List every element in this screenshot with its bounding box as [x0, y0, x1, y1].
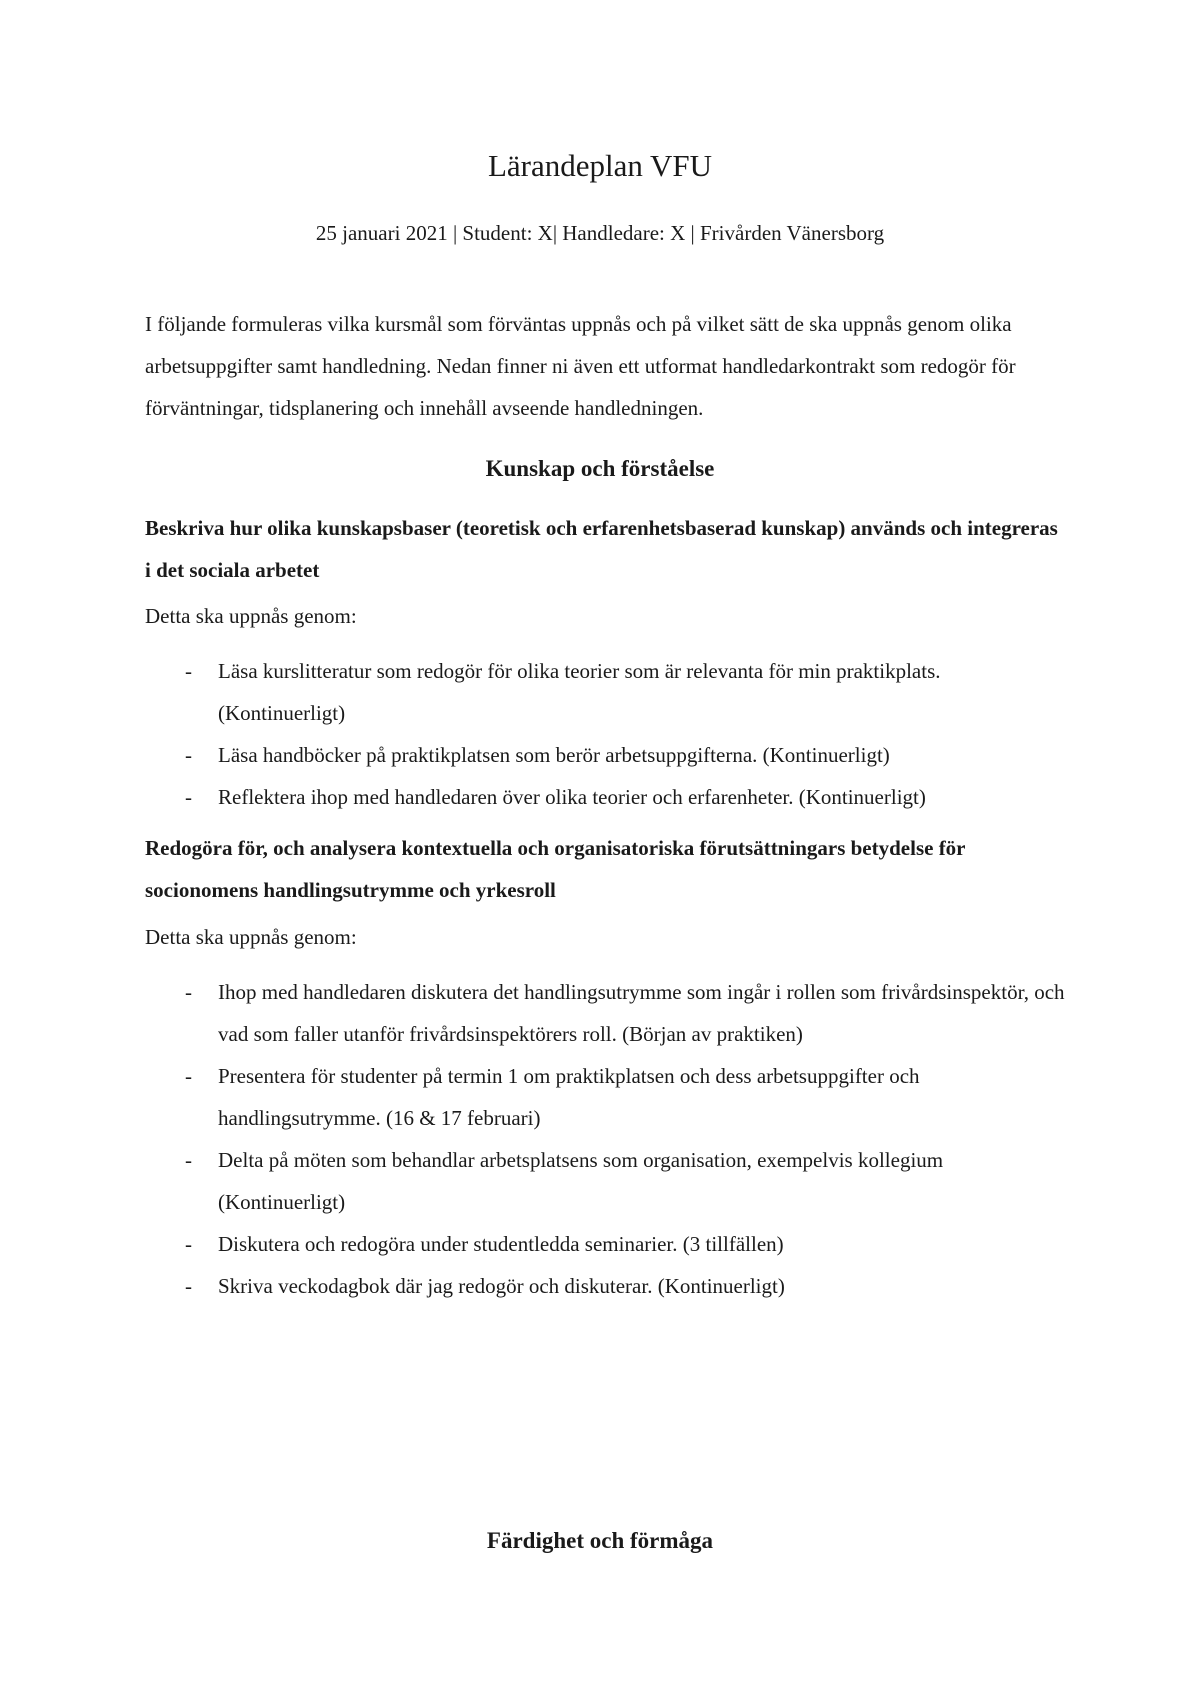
- list-item-text: Läsa kurslitteratur som redogör för olika teorier som är relevanta för min praktikplats. (Kontinuerligt): [218, 659, 941, 725]
- list-item: [145, 650, 1065, 734]
- list-item: [145, 1139, 1065, 1223]
- list-item-text: Diskutera och redogöra under studentledda seminarier. (3 tillfällen): [218, 1232, 784, 1256]
- list-item: [145, 776, 1065, 818]
- bullet-dash: -: [185, 980, 192, 1004]
- bullet-dash: -: [185, 1232, 192, 1256]
- goal-heading-kontextuella: Redogöra för, och analysera kontextuella och organisatoriska förutsättningars betydelse för socionomens handlingsutrymme och yrkesroll: [145, 836, 966, 902]
- bullet-dash: -: [185, 785, 192, 809]
- section-heading-fardighet: Färdighet och förmåga: [486, 1528, 714, 1553]
- list-item: [145, 1055, 1065, 1139]
- section-heading-kunskap: Kunskap och förståelse: [485, 456, 715, 481]
- bullet-dash: -: [185, 659, 192, 683]
- goal-heading-kunskapsbaser: Beskriva hur olika kunskapsbaser (teoretisk och erfarenhetsbaserad kunskap) används och integreras i det sociala arbetet: [145, 516, 1058, 582]
- document-subtitle: 25 januari 2021 | Student: X| Handledare: X | Frivården Vänersborg: [315, 221, 885, 245]
- intro-paragraph: I följande formuleras vilka kursmål som förväntas uppnås och på vilket sätt de ska uppnås genom olika arbetsuppgifter samt handledning. Nedan finner ni även ett utformat handledarkontrakt som redogör för förväntningar, tidsplanering och innehåll avseende handledningen.: [145, 312, 1016, 420]
- list-item: [145, 1223, 1065, 1265]
- list-item: [145, 1265, 1065, 1307]
- list-item-text: Läsa handböcker på praktikplatsen som berör arbetsuppgifterna. (Kontinuerligt): [218, 743, 890, 767]
- goal-activity-list: [145, 650, 1065, 818]
- goal-lead-text: Detta ska uppnås genom:: [145, 604, 357, 628]
- goal-activity-list: [145, 971, 1065, 1307]
- list-item-text: Reflektera ihop med handledaren över olika teorier och erfarenheter. (Kontinuerligt): [218, 785, 926, 809]
- bullet-dash: -: [185, 1274, 192, 1298]
- bullet-dash: -: [185, 1148, 192, 1172]
- list-item-text: Ihop med handledaren diskutera det handlingsutrymme som ingår i rollen som frivårdsinspektör, och vad som faller utanför frivårdsinspektörers roll. (Början av praktiken): [218, 980, 1065, 1046]
- bullet-dash: -: [185, 1064, 192, 1088]
- goal-lead-text: Detta ska uppnås genom:: [145, 925, 357, 949]
- list-item-text: Skriva veckodagbok där jag redogör och diskuterar. (Kontinuerligt): [218, 1274, 785, 1298]
- document-title: Lärandeplan VFU: [487, 148, 713, 183]
- list-item: [145, 971, 1065, 1055]
- list-item-text: Delta på möten som behandlar arbetsplatsens som organisation, exempelvis kollegium (Kontinuerligt): [218, 1148, 944, 1214]
- bullet-dash: -: [185, 743, 192, 767]
- list-item-text: Presentera för studenter på termin 1 om praktikplatsen och dess arbetsuppgifter och handlingsutrymme. (16 & 17 februari): [218, 1064, 920, 1130]
- list-item: [145, 734, 1065, 776]
